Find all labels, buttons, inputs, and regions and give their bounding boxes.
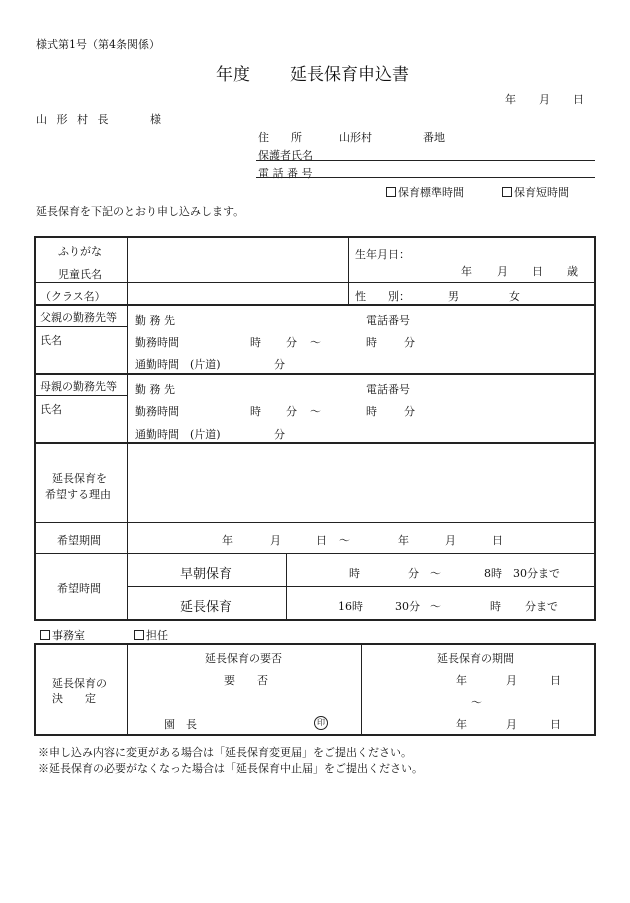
sex-label: 性 別： (355, 290, 410, 303)
birth-label: 生年月日： (355, 248, 410, 261)
sex-female[interactable]: 女 (509, 290, 520, 303)
child-name-label: 児童氏名 (58, 268, 102, 281)
year-label: 年度 (216, 65, 250, 85)
date-year: 年 (505, 93, 516, 106)
period-label: 希望期間 (57, 534, 101, 547)
address-value: 山形村 (339, 131, 372, 144)
option-short[interactable]: 保育短時間 (502, 184, 569, 200)
sex-male[interactable]: 男 (448, 290, 459, 303)
father-label: 父親の勤務先等 (40, 311, 117, 324)
addressee: 山 形 村 長 (36, 113, 112, 126)
date-month: 月 (539, 93, 550, 106)
checkbox-icon (134, 630, 144, 640)
intro-text: 延長保育を下記のとおり申し込みします。 (36, 205, 245, 218)
father-name-label: 氏名 (40, 334, 62, 347)
time-label: 希望時間 (57, 582, 101, 595)
address-label: 住 所 (258, 131, 302, 144)
seal-icon: 印 (314, 715, 328, 730)
reason-label-1: 延長保育を (52, 472, 107, 485)
morning-end: 8時 30分まで (484, 567, 560, 580)
address-suffix: 番地 (423, 131, 445, 144)
checkbox-icon (40, 630, 50, 640)
phone-label: 電 話 番 号 (258, 167, 313, 180)
extended-care-label: 延長保育 (180, 600, 233, 615)
check-office[interactable]: 事務室 (40, 627, 85, 643)
class-label: （クラス名） (40, 290, 106, 303)
note-1: ※申し込み内容に変更がある場合は「延長保育変更届」をご提出ください。 (38, 746, 412, 759)
morning-care-label: 早朝保育 (180, 567, 233, 582)
check-teacher[interactable]: 担任 (134, 627, 168, 643)
checkbox-icon (502, 187, 512, 197)
option-standard[interactable]: 保育標準時間 (386, 184, 464, 200)
mother-name-label: 氏名 (40, 403, 62, 416)
checkbox-icon (386, 187, 396, 197)
guardian-name-label: 保護者氏名 (258, 149, 313, 162)
date-day: 日 (573, 93, 584, 106)
phone-line (256, 177, 595, 178)
furigana-label: ふりがな (58, 245, 102, 258)
guardian-name-line (256, 160, 595, 161)
page-title: 延長保育申込書 (290, 65, 409, 85)
honorific: 様 (150, 113, 161, 126)
reason-label-2: 希望する理由 (45, 488, 111, 501)
form-number: 様式第1号（第4条関係） (36, 38, 160, 51)
mother-label: 母親の勤務先等 (40, 380, 117, 393)
note-2: ※延長保育の必要がなくなった場合は「延長保育中止届」をご提出ください。 (38, 762, 423, 775)
